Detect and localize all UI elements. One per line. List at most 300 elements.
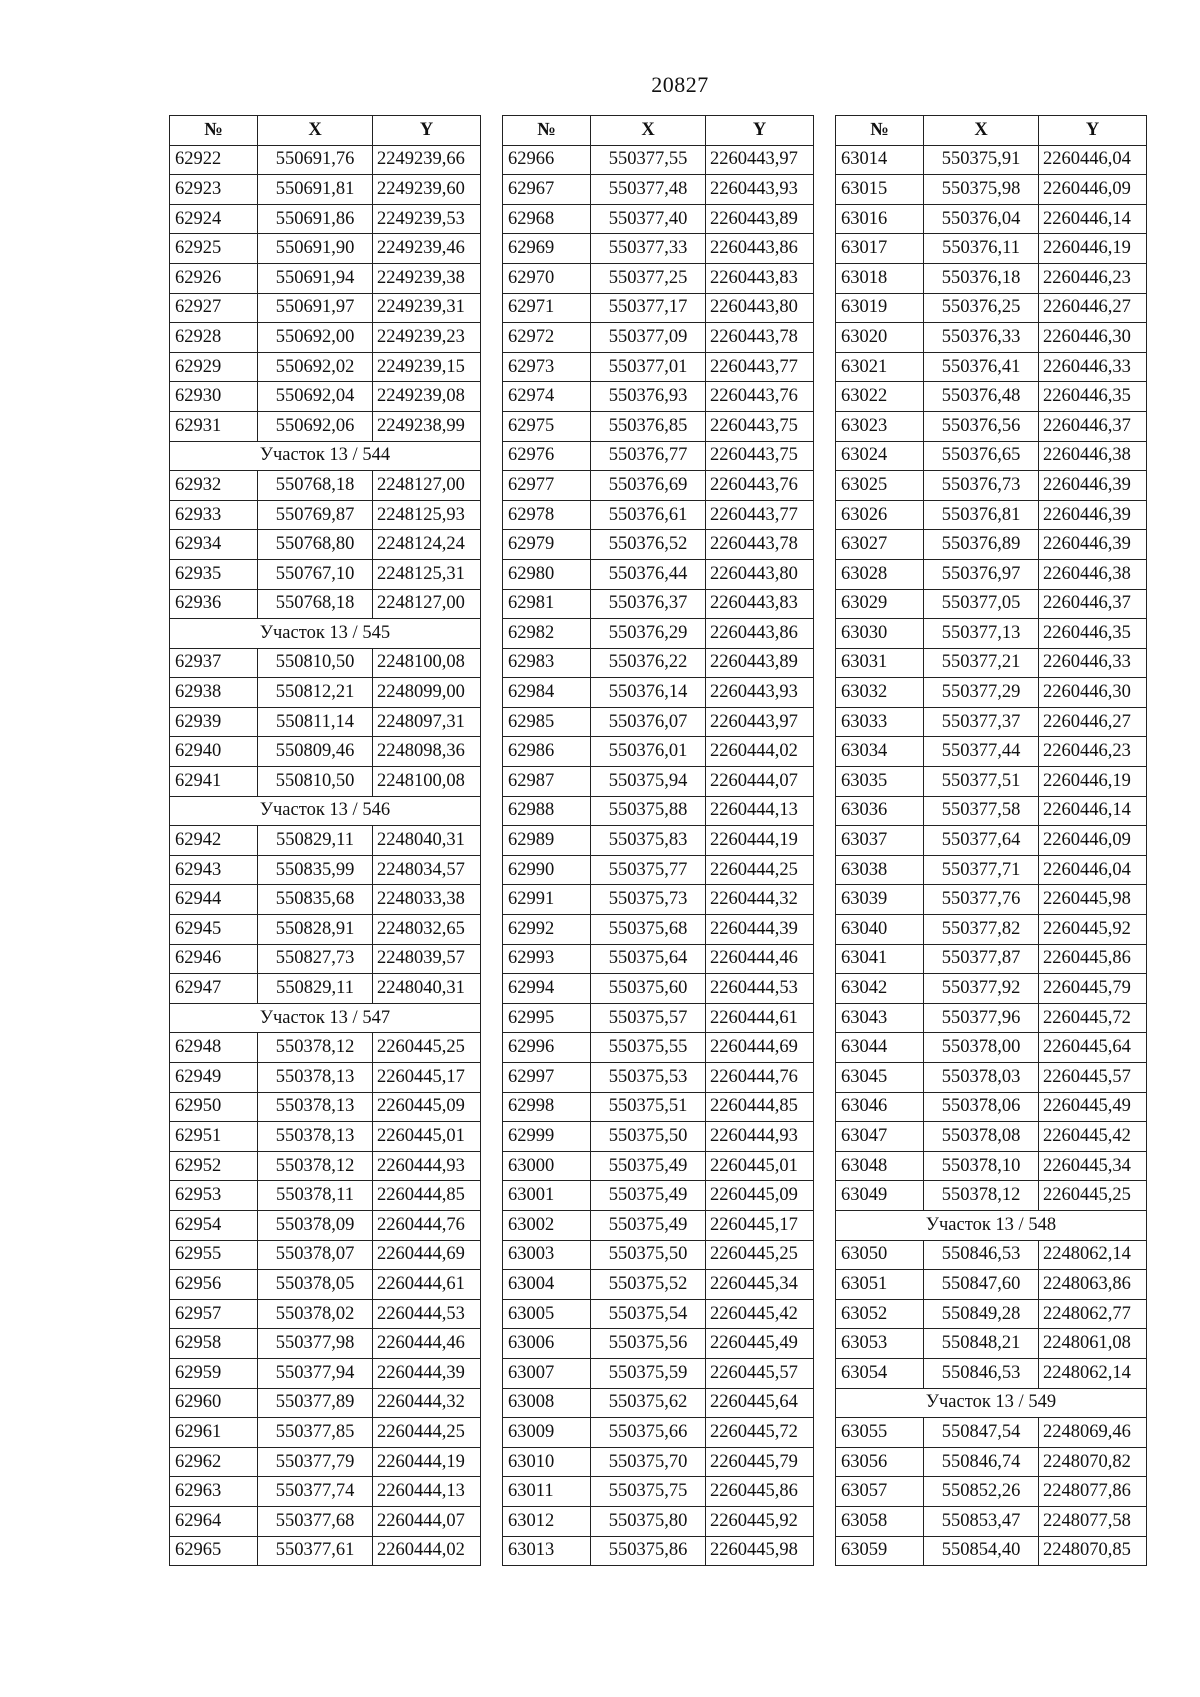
- y-coordinate: 2260443,89: [706, 648, 814, 678]
- table-row: [170, 500, 481, 530]
- y-coordinate: 2260444,07: [706, 767, 814, 797]
- x-coordinate: 550375,51: [591, 1092, 706, 1122]
- point-number: 62971: [503, 293, 591, 323]
- table-row: [836, 1270, 1147, 1300]
- x-coordinate: 550376,33: [924, 323, 1039, 353]
- point-number: 63009: [503, 1418, 591, 1448]
- point-number: 63036: [836, 796, 924, 826]
- table-row: [836, 1240, 1147, 1270]
- table-row: [170, 175, 481, 205]
- y-coordinate: 2260445,17: [373, 1063, 481, 1093]
- x-coordinate: 550375,70: [591, 1447, 706, 1477]
- y-coordinate: 2260444,02: [706, 737, 814, 767]
- table-row: [170, 1447, 481, 1477]
- table-row: [503, 1388, 814, 1418]
- y-coordinate: 2260445,01: [373, 1122, 481, 1152]
- y-coordinate: 2260443,86: [706, 619, 814, 649]
- table-row: [170, 1210, 481, 1240]
- table-row: [503, 1122, 814, 1152]
- table-row: [503, 1447, 814, 1477]
- y-coordinate: 2260444,76: [373, 1210, 481, 1240]
- point-number: 62924: [170, 204, 258, 234]
- point-number: 62986: [503, 737, 591, 767]
- point-number: 63026: [836, 500, 924, 530]
- y-coordinate: 2248040,31: [373, 826, 481, 856]
- y-coordinate: 2260443,75: [706, 411, 814, 441]
- point-number: 62962: [170, 1447, 258, 1477]
- point-number: 62984: [503, 678, 591, 708]
- x-coordinate: 550691,97: [258, 293, 373, 323]
- point-number: 63023: [836, 411, 924, 441]
- x-coordinate: 550827,73: [258, 944, 373, 974]
- y-coordinate: 2260445,86: [1039, 944, 1147, 974]
- x-coordinate: 550377,37: [924, 707, 1039, 737]
- table-row: [836, 323, 1147, 353]
- table-row: [503, 1210, 814, 1240]
- table-row: [170, 1329, 481, 1359]
- table-row: [503, 619, 814, 649]
- table-row: [170, 1270, 481, 1300]
- x-coordinate: 550376,37: [591, 589, 706, 619]
- table-row: [170, 352, 481, 382]
- x-coordinate: 550378,13: [258, 1092, 373, 1122]
- x-coordinate: 550375,73: [591, 885, 706, 915]
- y-coordinate: 2260443,83: [706, 589, 814, 619]
- point-number: 62989: [503, 826, 591, 856]
- y-coordinate: 2260445,92: [706, 1506, 814, 1536]
- x-coordinate: 550377,21: [924, 648, 1039, 678]
- table-row: [503, 204, 814, 234]
- table-row: [836, 559, 1147, 589]
- table-row: [836, 1329, 1147, 1359]
- point-number: 62979: [503, 530, 591, 560]
- point-number: 62982: [503, 619, 591, 649]
- y-coordinate: 2260445,79: [706, 1447, 814, 1477]
- point-number: 62943: [170, 855, 258, 885]
- table-row: [170, 915, 481, 945]
- table-row: [170, 1536, 481, 1566]
- y-coordinate: 2249239,60: [373, 175, 481, 205]
- x-coordinate: 550375,80: [591, 1506, 706, 1536]
- y-coordinate: 2260444,25: [373, 1418, 481, 1448]
- section-title: Участок 13 / 547: [170, 1003, 481, 1033]
- y-coordinate: 2260445,92: [1039, 915, 1147, 945]
- y-coordinate: 2260446,04: [1039, 145, 1147, 175]
- x-coordinate: 550377,87: [924, 944, 1039, 974]
- point-number: 62935: [170, 559, 258, 589]
- x-coordinate: 550376,48: [924, 382, 1039, 412]
- y-coordinate: 2248062,14: [1039, 1358, 1147, 1388]
- y-coordinate: 2260444,13: [373, 1477, 481, 1507]
- table-row: [836, 234, 1147, 264]
- x-coordinate: 550377,58: [924, 796, 1039, 826]
- x-coordinate: 550376,77: [591, 441, 706, 471]
- point-number: 62948: [170, 1033, 258, 1063]
- table-row: [503, 411, 814, 441]
- coordinates-table-left: [169, 115, 481, 1566]
- point-number: 63006: [503, 1329, 591, 1359]
- point-number: 63030: [836, 619, 924, 649]
- x-coordinate: 550846,53: [924, 1240, 1039, 1270]
- table-row: [503, 352, 814, 382]
- table-row: [503, 944, 814, 974]
- section-title: Участок 13 / 549: [836, 1388, 1147, 1418]
- point-number: 62966: [503, 145, 591, 175]
- point-number: 63012: [503, 1506, 591, 1536]
- y-coordinate: 2248032,65: [373, 915, 481, 945]
- point-number: 63031: [836, 648, 924, 678]
- y-coordinate: 2260446,39: [1039, 471, 1147, 501]
- header-y: Y: [706, 116, 814, 146]
- point-number: 62953: [170, 1181, 258, 1211]
- y-coordinate: 2249239,23: [373, 323, 481, 353]
- table-row: [170, 382, 481, 412]
- point-number: 63057: [836, 1477, 924, 1507]
- table-row: [503, 1003, 814, 1033]
- x-coordinate: 550375,49: [591, 1181, 706, 1211]
- y-coordinate: 2260444,39: [373, 1358, 481, 1388]
- y-coordinate: 2249239,66: [373, 145, 481, 175]
- x-coordinate: 550377,25: [591, 263, 706, 293]
- x-coordinate: 550846,53: [924, 1358, 1039, 1388]
- point-number: 63022: [836, 382, 924, 412]
- table-row: [170, 559, 481, 589]
- y-coordinate: 2260445,09: [706, 1181, 814, 1211]
- x-coordinate: 550847,60: [924, 1270, 1039, 1300]
- y-coordinate: 2260446,30: [1039, 678, 1147, 708]
- table-row: [503, 145, 814, 175]
- table-row: [170, 1151, 481, 1181]
- table-row: [170, 471, 481, 501]
- point-number: 63041: [836, 944, 924, 974]
- x-coordinate: 550829,11: [258, 826, 373, 856]
- section-row: [836, 1210, 1147, 1240]
- point-number: 62996: [503, 1033, 591, 1063]
- y-coordinate: 2260443,97: [706, 707, 814, 737]
- y-coordinate: 2248097,31: [373, 707, 481, 737]
- y-coordinate: 2248039,57: [373, 944, 481, 974]
- x-coordinate: 550768,18: [258, 589, 373, 619]
- table-row: [503, 382, 814, 412]
- table-row: [503, 234, 814, 264]
- table-row: [170, 411, 481, 441]
- x-coordinate: 550376,18: [924, 263, 1039, 293]
- x-coordinate: 550376,25: [924, 293, 1039, 323]
- y-coordinate: 2260446,38: [1039, 559, 1147, 589]
- x-coordinate: 550375,50: [591, 1240, 706, 1270]
- point-number: 62973: [503, 352, 591, 382]
- y-coordinate: 2260446,39: [1039, 530, 1147, 560]
- y-coordinate: 2249239,38: [373, 263, 481, 293]
- x-coordinate: 550769,87: [258, 500, 373, 530]
- table-row: [170, 1240, 481, 1270]
- point-number: 63018: [836, 263, 924, 293]
- point-number: 63049: [836, 1181, 924, 1211]
- x-coordinate: 550378,13: [258, 1063, 373, 1093]
- point-number: 62930: [170, 382, 258, 412]
- point-number: 63025: [836, 471, 924, 501]
- y-coordinate: 2260446,09: [1039, 826, 1147, 856]
- point-number: 62927: [170, 293, 258, 323]
- x-coordinate: 550378,12: [924, 1181, 1039, 1211]
- point-number: 63011: [503, 1477, 591, 1507]
- header-number: №: [836, 116, 924, 146]
- table-row: [170, 263, 481, 293]
- table-row: [170, 944, 481, 974]
- point-number: 62969: [503, 234, 591, 264]
- point-number: 63037: [836, 826, 924, 856]
- x-coordinate: 550376,56: [924, 411, 1039, 441]
- table-row: [170, 1033, 481, 1063]
- point-number: 62937: [170, 648, 258, 678]
- x-coordinate: 550376,11: [924, 234, 1039, 264]
- point-number: 62968: [503, 204, 591, 234]
- coordinates-table-middle: [502, 115, 814, 1566]
- point-number: 62991: [503, 885, 591, 915]
- point-number: 62933: [170, 500, 258, 530]
- point-number: 62932: [170, 471, 258, 501]
- x-coordinate: 550378,09: [258, 1210, 373, 1240]
- point-number: 63003: [503, 1240, 591, 1270]
- header-y: Y: [373, 116, 481, 146]
- x-coordinate: 550854,40: [924, 1536, 1039, 1566]
- table-row: [836, 1003, 1147, 1033]
- y-coordinate: 2248125,93: [373, 500, 481, 530]
- y-coordinate: 2260446,19: [1039, 234, 1147, 264]
- table-row: [836, 1151, 1147, 1181]
- y-coordinate: 2260444,69: [706, 1033, 814, 1063]
- section-title: Участок 13 / 545: [170, 619, 481, 649]
- point-number: 62926: [170, 263, 258, 293]
- y-coordinate: 2260444,61: [706, 1003, 814, 1033]
- coordinates-table: [835, 115, 1147, 1566]
- table-row: [836, 944, 1147, 974]
- x-coordinate: 550691,90: [258, 234, 373, 264]
- table-row: [170, 1477, 481, 1507]
- x-coordinate: 550377,40: [591, 204, 706, 234]
- point-number: 63038: [836, 855, 924, 885]
- y-coordinate: 2248099,00: [373, 678, 481, 708]
- x-coordinate: 550376,61: [591, 500, 706, 530]
- y-coordinate: 2260445,79: [1039, 974, 1147, 1004]
- x-coordinate: 550847,54: [924, 1418, 1039, 1448]
- y-coordinate: 2260444,46: [706, 944, 814, 974]
- x-coordinate: 550809,46: [258, 737, 373, 767]
- y-coordinate: 2248077,58: [1039, 1506, 1147, 1536]
- x-coordinate: 550378,12: [258, 1151, 373, 1181]
- table-row: [170, 1506, 481, 1536]
- point-number: 62936: [170, 589, 258, 619]
- point-number: 63014: [836, 145, 924, 175]
- y-coordinate: 2260445,64: [706, 1388, 814, 1418]
- table-row: [836, 1092, 1147, 1122]
- x-coordinate: 550375,75: [591, 1477, 706, 1507]
- y-coordinate: 2248100,08: [373, 767, 481, 797]
- header-y: Y: [1039, 116, 1147, 146]
- point-number: 63039: [836, 885, 924, 915]
- x-coordinate: 550376,41: [924, 352, 1039, 382]
- point-number: 62934: [170, 530, 258, 560]
- point-number: 62970: [503, 263, 591, 293]
- x-coordinate: 550378,10: [924, 1151, 1039, 1181]
- table-row: [170, 234, 481, 264]
- x-coordinate: 550376,97: [924, 559, 1039, 589]
- point-number: 62974: [503, 382, 591, 412]
- table-row: [170, 1181, 481, 1211]
- y-coordinate: 2260443,80: [706, 293, 814, 323]
- table-row: [836, 1477, 1147, 1507]
- section-title: Участок 13 / 548: [836, 1210, 1147, 1240]
- x-coordinate: 550376,73: [924, 471, 1039, 501]
- section-title: Участок 13 / 546: [170, 796, 481, 826]
- x-coordinate: 550375,62: [591, 1388, 706, 1418]
- y-coordinate: 2260446,35: [1039, 382, 1147, 412]
- table-row: [170, 1092, 481, 1122]
- table-row: [170, 204, 481, 234]
- x-coordinate: 550375,60: [591, 974, 706, 1004]
- y-coordinate: 2260445,98: [1039, 885, 1147, 915]
- table-row: [836, 1447, 1147, 1477]
- x-coordinate: 550377,64: [924, 826, 1039, 856]
- table-row: [170, 1122, 481, 1152]
- table-row: [836, 855, 1147, 885]
- y-coordinate: 2249239,15: [373, 352, 481, 382]
- table-row: [836, 619, 1147, 649]
- table-row: [170, 530, 481, 560]
- table-row: [503, 796, 814, 826]
- point-number: 63000: [503, 1151, 591, 1181]
- x-coordinate: 550375,68: [591, 915, 706, 945]
- y-coordinate: 2248062,77: [1039, 1299, 1147, 1329]
- y-coordinate: 2260445,09: [373, 1092, 481, 1122]
- point-number: 63044: [836, 1033, 924, 1063]
- table-row: [503, 293, 814, 323]
- y-coordinate: 2260446,33: [1039, 352, 1147, 382]
- y-coordinate: 2248098,36: [373, 737, 481, 767]
- table-row: [503, 1181, 814, 1211]
- x-coordinate: 550691,86: [258, 204, 373, 234]
- point-number: 63029: [836, 589, 924, 619]
- point-number: 62994: [503, 974, 591, 1004]
- y-coordinate: 2260445,42: [706, 1299, 814, 1329]
- table-row: [503, 767, 814, 797]
- point-number: 63002: [503, 1210, 591, 1240]
- x-coordinate: 550375,66: [591, 1418, 706, 1448]
- table-row: [836, 204, 1147, 234]
- x-coordinate: 550377,74: [258, 1477, 373, 1507]
- y-coordinate: 2260444,61: [373, 1270, 481, 1300]
- y-coordinate: 2248124,24: [373, 530, 481, 560]
- point-number: 63035: [836, 767, 924, 797]
- point-number: 62925: [170, 234, 258, 264]
- table-row: [503, 648, 814, 678]
- x-coordinate: 550377,61: [258, 1536, 373, 1566]
- y-coordinate: 2260444,02: [373, 1536, 481, 1566]
- x-coordinate: 550691,81: [258, 175, 373, 205]
- table-row: [503, 974, 814, 1004]
- x-coordinate: 550377,89: [258, 1388, 373, 1418]
- table-row: [503, 500, 814, 530]
- point-number: 62959: [170, 1358, 258, 1388]
- x-coordinate: 550377,13: [924, 619, 1039, 649]
- point-number: 63017: [836, 234, 924, 264]
- table-row: [503, 885, 814, 915]
- y-coordinate: 2260446,35: [1039, 619, 1147, 649]
- y-coordinate: 2248063,86: [1039, 1270, 1147, 1300]
- x-coordinate: 550375,59: [591, 1358, 706, 1388]
- x-coordinate: 550377,55: [591, 145, 706, 175]
- table-row: [836, 293, 1147, 323]
- x-coordinate: 550376,01: [591, 737, 706, 767]
- x-coordinate: 550692,02: [258, 352, 373, 382]
- x-coordinate: 550377,33: [591, 234, 706, 264]
- table-row: [503, 915, 814, 945]
- x-coordinate: 550377,94: [258, 1358, 373, 1388]
- section-row: [170, 441, 481, 471]
- table-row: [170, 767, 481, 797]
- section-row: [170, 796, 481, 826]
- y-coordinate: 2260443,86: [706, 234, 814, 264]
- y-coordinate: 2260445,72: [706, 1418, 814, 1448]
- header-row: [503, 116, 814, 146]
- point-number: 63001: [503, 1181, 591, 1211]
- point-number: 63040: [836, 915, 924, 945]
- x-coordinate: 550376,29: [591, 619, 706, 649]
- point-number: 62941: [170, 767, 258, 797]
- point-number: 62980: [503, 559, 591, 589]
- point-number: 63027: [836, 530, 924, 560]
- y-coordinate: 2260445,57: [1039, 1063, 1147, 1093]
- y-coordinate: 2260446,30: [1039, 323, 1147, 353]
- point-number: 63053: [836, 1329, 924, 1359]
- point-number: 63045: [836, 1063, 924, 1093]
- x-coordinate: 550378,11: [258, 1181, 373, 1211]
- y-coordinate: 2260444,76: [706, 1063, 814, 1093]
- point-number: 63034: [836, 737, 924, 767]
- table-row: [836, 500, 1147, 530]
- y-coordinate: 2260444,19: [706, 826, 814, 856]
- x-coordinate: 550829,11: [258, 974, 373, 1004]
- x-coordinate: 550375,98: [924, 175, 1039, 205]
- y-coordinate: 2260444,93: [373, 1151, 481, 1181]
- y-coordinate: 2260443,75: [706, 441, 814, 471]
- point-number: 63033: [836, 707, 924, 737]
- x-coordinate: 550768,18: [258, 471, 373, 501]
- table-row: [836, 885, 1147, 915]
- x-coordinate: 550846,74: [924, 1447, 1039, 1477]
- x-coordinate: 550691,94: [258, 263, 373, 293]
- table-row: [503, 1092, 814, 1122]
- y-coordinate: 2260443,80: [706, 559, 814, 589]
- point-number: 62955: [170, 1240, 258, 1270]
- table-row: [503, 589, 814, 619]
- point-number: 63007: [503, 1358, 591, 1388]
- table-row: [503, 1063, 814, 1093]
- point-number: 62964: [170, 1506, 258, 1536]
- y-coordinate: 2260445,17: [706, 1210, 814, 1240]
- x-coordinate: 550848,21: [924, 1329, 1039, 1359]
- y-coordinate: 2248040,31: [373, 974, 481, 1004]
- point-number: 62928: [170, 323, 258, 353]
- table-row: [503, 737, 814, 767]
- table-row: [836, 263, 1147, 293]
- x-coordinate: 550377,01: [591, 352, 706, 382]
- x-coordinate: 550377,51: [924, 767, 1039, 797]
- table-row: [836, 441, 1147, 471]
- table-row: [503, 678, 814, 708]
- point-number: 63028: [836, 559, 924, 589]
- y-coordinate: 2260446,14: [1039, 796, 1147, 826]
